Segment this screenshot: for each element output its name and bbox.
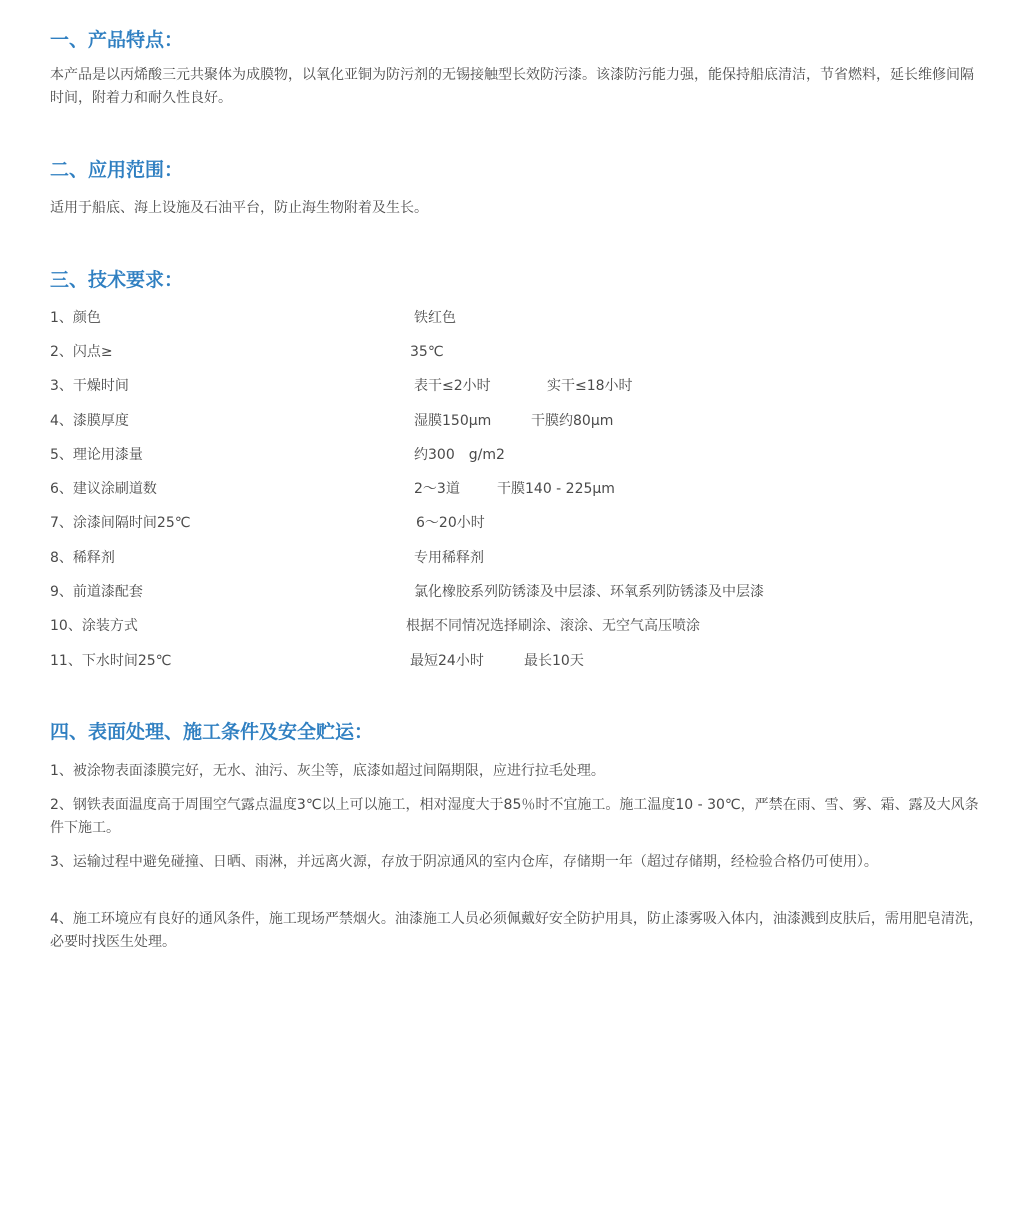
spec-value: 35℃ [410,344,444,360]
spec-row [50,581,980,603]
spec-value: 专用稀释剂 [414,550,484,566]
safety-item: 3、运输过程中避免碰撞、日晒、雨淋，并远离火源，存放于阴凉通风的室内仓库，存储期一年（超过存储期，经检验合格仍可使用）。 [50,854,878,870]
spec-row [50,341,980,363]
spec-label: 7、涂漆间隔时间25℃ [50,515,191,531]
spec-label: 6、建议涂刷道数 [50,481,157,497]
spec-value: 表干≤2小时 [414,378,491,394]
spec-row [50,512,980,534]
section-heading-technical: 三、技术要求： [50,269,184,291]
section-heading-features: 一、产品特点： [50,29,184,51]
safety-item: 1、被涂物表面漆膜完好，无水、油污、灰尘等，底漆如超过间隔期限，应进行拉毛处理。 [50,763,605,779]
spec-value: 最短24小时 [410,653,484,669]
spec-label: 1、颜色 [50,310,101,326]
features-paragraph: 本产品是以丙烯酸三元共聚体为成膜物，以氧化亚铜为防污剂的无锡接触型长效防污漆。该漆防污能力强，能保持船底清洁，节省燃料，延长维修间隔时间，附着力和耐久性良好。 [50,67,974,106]
spec-label: 11、下水时间25℃ [50,653,172,669]
safety-item: 2、钢铁表面温度高于周围空气露点温度3℃以上可以施工，相对湿度大于85％时不宜施工。施工温度10 - 30℃，严禁在雨、雪、雾、霜、露及大风条件下施工。 [50,797,979,836]
spec-row [50,307,980,329]
spec-label: 2、闪点≥ [50,344,113,360]
spec-value: 6～20小时 [416,515,485,531]
spec-label: 4、漆膜厚度 [50,413,129,429]
spec-label: 10、涂装方式 [50,618,138,634]
spec-value: 2～3道 [414,481,460,497]
spec-row [50,375,980,397]
spec-value: 根据不同情况选择刷涂、滚涂、无空气高压喷涂 [406,618,700,634]
section-heading-application: 二、应用范围： [50,159,184,181]
spec-row [50,478,980,500]
spec-row [50,444,980,466]
spec-label: 3、干燥时间 [50,378,129,394]
spec-label: 5、理论用漆量 [50,447,143,463]
spec-value-secondary: 干膜140 - 225μm [497,481,615,497]
safety-item: 4、施工环境应有良好的通风条件，施工现场严禁烟火。油漆施工人员必须佩戴好安全防护用具，防止漆雾吸入体内，油漆溅到皮肤后，需用肥皂清洗，必要时找医生处理。 [50,911,983,950]
spec-value: 湿膜150μm [414,413,492,429]
spec-label: 9、前道漆配套 [50,584,143,600]
spec-value: 铁红色 [414,310,456,326]
spec-label: 8、稀释剂 [50,550,115,566]
spec-value-secondary: 实干≤18小时 [547,378,633,394]
section-heading-safety: 四、表面处理、施工条件及安全贮运： [50,721,374,743]
spec-value: 氯化橡胶系列防锈漆及中层漆、环氧系列防锈漆及中层漆 [414,584,764,600]
spec-row [50,547,980,569]
spec-value-secondary: 最长10天 [524,653,584,669]
spec-value-secondary: 干膜约80μm [531,413,614,429]
spec-row [50,650,980,672]
spec-value: 约300 g/m2 [414,447,505,463]
spec-row [50,410,980,432]
spec-row [50,615,980,637]
application-paragraph: 适用于船底、海上设施及石油平台，防止海生物附着及生长。 [50,200,428,216]
